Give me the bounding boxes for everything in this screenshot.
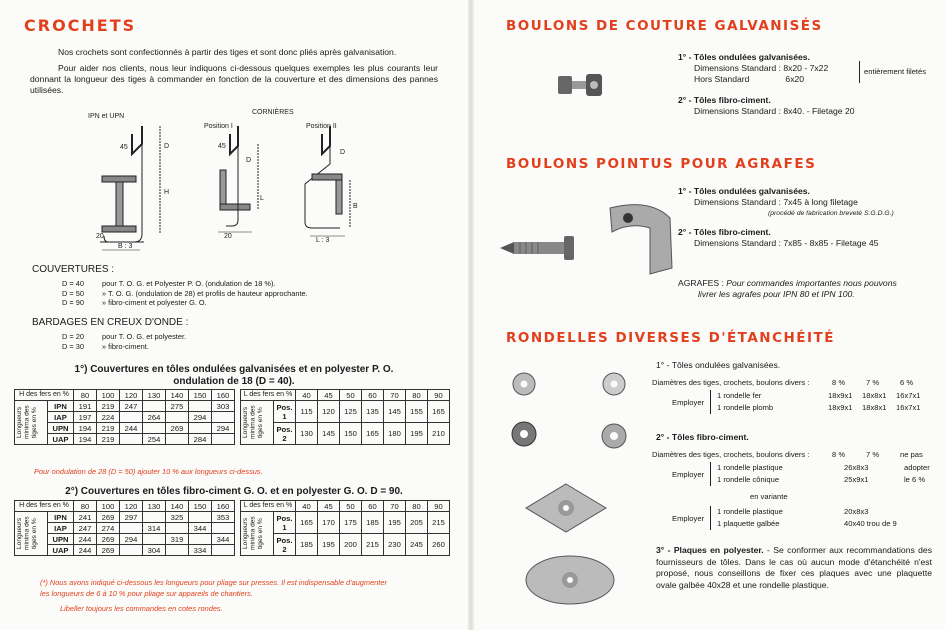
list-item: D = 20 pour T. O. G. et polyester. — [62, 332, 187, 341]
rondelle-plomb: 1 rondelle plomb — [717, 403, 774, 412]
dim-L: L — [260, 195, 264, 202]
label-cornieres: CORNIÈRES — [252, 109, 294, 116]
bardages-list — [62, 332, 186, 351]
footnote-3: Libeller toujours les commandes en cotes rondes. — [60, 604, 223, 613]
table2-title: 2°) Couvertures en tôles fibro-ciment G. O. et en polyester G. O. D = 90. — [65, 486, 403, 497]
dim-B: B — [353, 203, 358, 210]
boulons-couture-title: BOULONS DE COUTURE GALVANISÉS — [506, 18, 823, 34]
plaquette-galbee: 1 plaquette galbée — [717, 519, 780, 528]
plaques-text: Se conformer aux recommandations des fournisseurs de tôles. Dans le cas où aucun mode d'étanchéité n'est proposé, nous conseillons de fixer ces plaques avec une plaquette ovale galbée 40x28 et une rondelle plastique. — [656, 545, 932, 590]
corniere-position-2-drawing — [305, 126, 350, 236]
couture-spec-block — [678, 52, 855, 117]
footnote-2: les longueurs de 6 à 10 % pour pliage sur appareils de chantiers. — [40, 589, 253, 598]
agrafes-text-2: livrer les agrafes pour IPN 80 et IPN 100. — [698, 289, 855, 299]
dim-45-b: 45 — [218, 143, 226, 150]
label-ipn: IPN et UPN — [88, 113, 125, 120]
pointus-note: (procédé de fabrication breveté S.G.D.G.) — [768, 210, 894, 217]
dim-B3: B : 3 — [118, 243, 133, 250]
pointus-line-2: Dimensions Standard : 7x85 - 8x85 - Filetage 45 — [694, 238, 879, 248]
ipn-hook-drawing — [100, 126, 160, 250]
pointus-line-1: Dimensions Standard : 7x45 à long filetage — [694, 197, 858, 207]
rondelles-items-2 — [710, 462, 783, 486]
list-item: D = 40 pour T. O. G. et Polyester P. O. (ondulation de 18 %). — [62, 279, 276, 288]
left-page — [0, 0, 470, 630]
pointus-spec-block — [678, 186, 894, 249]
agrafes-text-1: Pour commandes importantes nous pouvons — [726, 278, 897, 288]
table1-l — [240, 389, 450, 445]
h-table: H des fers en % 80 100 120 130 140 150 160 Longueurs minima des tiges en % IPN 191 219 247 275 303 IAP 197 224 264 294 UPN 194 219 244 269 294 UAP 194 219 254 284 — [14, 389, 235, 445]
plaques-head: 3° - Plaques en polyester. — [656, 545, 764, 555]
rondelles-values-2a: 26x8x3 25x9x1 — [844, 463, 869, 484]
agrafes-label: AGRAFES : — [678, 278, 724, 288]
rondelles-diam-1: Diamètres des tiges, crochets, boulons divers : — [652, 378, 810, 387]
rondelle-plastique-2: 1 rondelle plastique — [717, 507, 783, 516]
intro-paragraph-1: Nos crochets sont confectionnés à partir des tiges et sont donc pliés après galvanisation. — [58, 47, 397, 57]
table1-title-2: ondulation de 18 (D = 40). — [173, 376, 295, 387]
rondelles-values-1: 18x9x1 18x8x1 16x7x1 18x9x1 18x8x1 16x7x1 — [828, 391, 921, 412]
rondelles-head-1: 1° - Tôles ondulées galvanisées. — [656, 360, 781, 370]
rondelles-cols-2: 8 % 7 % ne pas — [832, 450, 923, 459]
rondelles-values-2b: adopter le 6 % — [904, 463, 930, 484]
pointed-bolt-clip-image — [500, 198, 680, 278]
intro-paragraph-2: Pour aider nos clients, nous leur indiquons ci-dessous quelques exemples les plus courants leur donnant la longueur des tiges à commander en fonction de la couverture et des dimensions des pannes utilisées. — [30, 63, 438, 95]
bardages-heading: BARDAGES EN CREUX D'ONDE : — [32, 317, 189, 328]
rondelles-items-3 — [710, 506, 783, 530]
list-item: D = 50 » T. O. G. (ondulation de 28) et profils de hauteur approchante. — [62, 288, 308, 298]
table2-l — [240, 500, 450, 556]
washers-image — [502, 360, 652, 630]
rondelles-head-2: 2° - Tôles fibro-ciment. — [656, 432, 749, 442]
corniere-position-1-drawing — [218, 126, 258, 232]
bolt-nut-image — [556, 68, 606, 104]
label-position-1: Position I — [204, 123, 233, 130]
couture-brace-note: entièrement filetés — [859, 61, 926, 83]
couture-line-3: Dimensions Standard : 8x40. - Filetage 20 — [694, 106, 855, 116]
rondelles-employer-3: Employer — [672, 514, 705, 523]
crochets-diagram — [60, 104, 405, 254]
rondelles-diam-2: Diamètres des tiges, crochets, boulons divers : — [652, 450, 810, 459]
rondelles-items-1 — [710, 390, 773, 414]
couture-head-2: 2° - Tôles fibro-ciment. — [678, 95, 771, 105]
crochets-title: CROCHETS — [24, 16, 137, 35]
rondelle-fer: 1 rondelle fer — [717, 391, 762, 400]
dim-D-3: D — [340, 149, 346, 156]
rondelles-title: RONDELLES DIVERSES D'ÉTANCHÉITÉ — [506, 330, 835, 346]
table1-title: 1°) Couvertures en tôles ondulées galvanisées et en polyester P. O. — [74, 364, 394, 375]
rondelles-employer-1: Employer — [672, 398, 705, 407]
couture-line-2: Hors Standard 6x20 — [694, 74, 805, 84]
label-position-2: Position II — [306, 123, 337, 130]
list-item: D = 90 » fibro-ciment et polyester G. O. — [62, 298, 207, 307]
l-table: L des fers en % 40 45 50 60 70 80 90 Longueurs minima des tiges en % Pos. 1 115 120 125 135 145 155 165 Pos. 2 130 145 150 165 180 195 210 — [240, 389, 450, 445]
couvertures-heading: COUVERTURES : — [32, 264, 115, 275]
table2-h — [14, 500, 235, 556]
boulons-pointus-title: BOULONS POINTUS POUR AGRAFES — [506, 156, 817, 172]
rondelle-plastique: 1 rondelle plastique — [717, 463, 783, 472]
dim-D: D — [164, 143, 170, 150]
pointus-head-2: 2° - Tôles fibro-ciment. — [678, 227, 771, 237]
pointus-head-1: 1° - Tôles ondulées galvanisées. — [678, 186, 810, 196]
rondelles-employer-2: Employer — [672, 470, 705, 479]
right-page — [472, 0, 945, 630]
plaques-polyester-block: 3° - Plaques en polyester. - Se conformer aux recommandations des fournisseurs de tôles. Dans le cas où aucun mode d'étanchéité n'est proposé, nous conseillons de fixer ces plaques avec une plaquette ovale galbée 40x28 et une rondelle plastique. — [656, 545, 932, 590]
l-table: L des fers en % 40 45 50 60 70 80 90 Longueurs minima des tiges en % Pos. 1 165 170 175 185 195 205 215 Pos. 2 185 195 200 215 230 245 260 — [240, 500, 450, 556]
list-item: D = 30 » fibro-ciment. — [62, 341, 149, 351]
rondelles-values-3: 20x8x3 40x40 trou de 9 — [844, 507, 897, 528]
dim-D-2: D — [246, 157, 252, 164]
dim-20-a: 20 — [96, 233, 104, 240]
en-variante: en variante — [750, 492, 788, 501]
dim-20-b: 20 — [224, 233, 232, 240]
h-table: H des fers en % 80 100 120 130 140 150 160 Longueurs minima des tiges en % IPN 241 269 297 325 353 IAP 247 274 314 344 UPN 244 269 294 319 344 UAP 244 269 304 334 — [14, 500, 235, 556]
rondelle-conique: 1 rondelle cônique — [717, 475, 780, 484]
table1-h — [14, 389, 235, 445]
dim-45: 45 — [120, 144, 128, 151]
dim-H: H — [164, 189, 170, 196]
rondelles-cols-1: 8 % 7 % 6 % — [832, 378, 914, 387]
dim-L3: L : 3 — [316, 237, 330, 244]
footnote-1: (*) Nous avons indiqué ci-dessous les longueurs pour pliage sur presses. Il est indispensable d'augmenter — [40, 578, 387, 587]
agrafes-block — [678, 278, 897, 300]
couture-head-1: 1° - Tôles ondulées galvanisées. — [678, 52, 810, 62]
couture-line-1: Dimensions Standard : 8x20 - 7x22 — [694, 63, 829, 73]
table1-note: Pour ondulation de 28 (D = 50) ajouter 10 % aux longueurs ci-dessus. — [34, 467, 263, 476]
couvertures-list — [62, 279, 308, 308]
